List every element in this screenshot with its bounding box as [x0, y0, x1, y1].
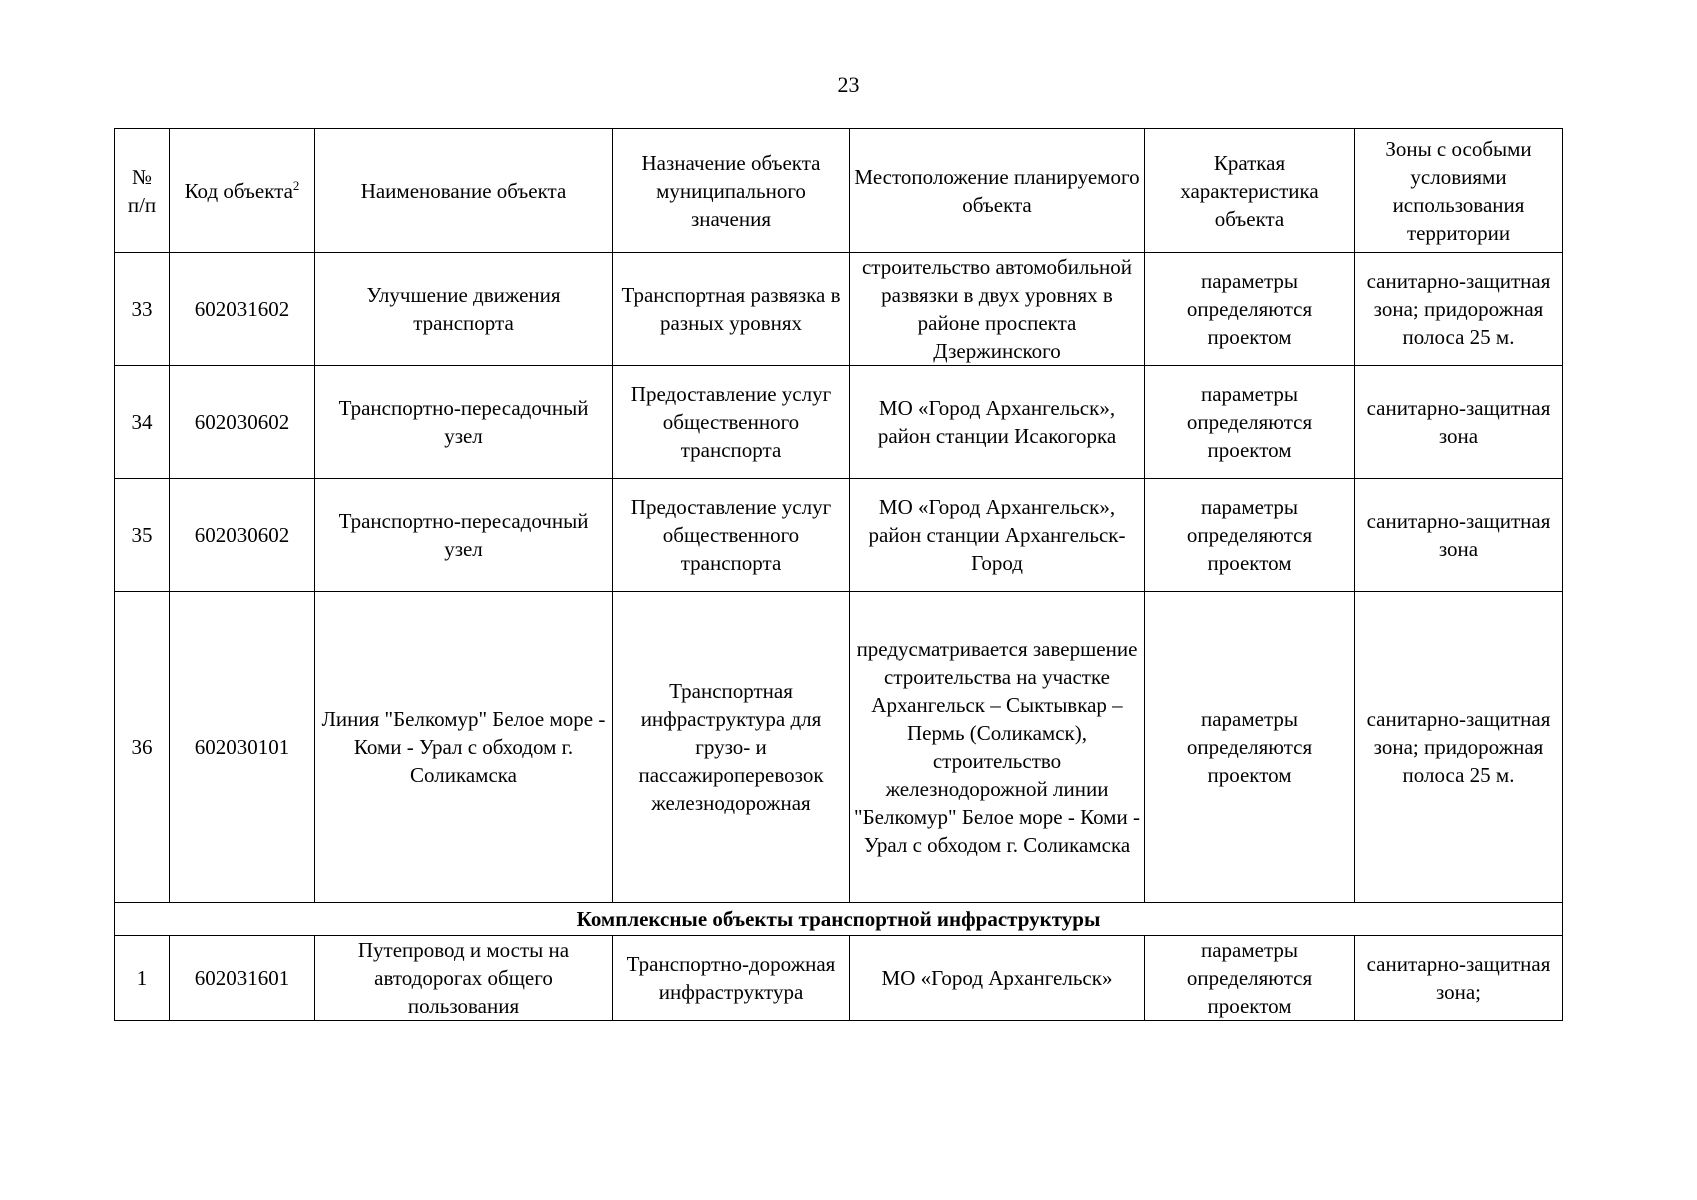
cell-name: Транспортно-пересадочный узел	[315, 479, 613, 592]
cell-name: Путепровод и мосты на автодорогах общего пользования	[315, 936, 613, 1021]
cell-zones: санитарно-защитная зона	[1355, 366, 1563, 479]
header-num: № п/п	[115, 129, 170, 253]
objects-table	[114, 128, 1563, 1021]
header-purpose: Назначение объекта муниципального значения	[613, 129, 850, 253]
cell-purpose: Транспортно-дорожная инфраструктура	[613, 936, 850, 1021]
cell-code: 602031601	[170, 936, 315, 1021]
section-title: Комплексные объекты транспортной инфраструктуры	[115, 903, 1563, 936]
cell-characteristic: параметры определяются проектом	[1145, 592, 1355, 903]
cell-num: 36	[115, 592, 170, 903]
cell-name: Транспортно-пересадочный узел	[315, 366, 613, 479]
header-code: Код объекта$^2$	[170, 129, 315, 253]
header-row	[115, 129, 1563, 253]
page-number: 23	[837, 72, 860, 97]
cell-characteristic: параметры определяются проектом	[1145, 366, 1355, 479]
cell-num: 34	[115, 366, 170, 479]
cell-location: МО «Город Архангельск»	[850, 936, 1145, 1021]
table-header	[115, 129, 1563, 253]
cell-characteristic: параметры определяются проектом	[1145, 253, 1355, 366]
cell-code: 602031602	[170, 253, 315, 366]
cell-code: 602030602	[170, 366, 315, 479]
section-heading-row	[115, 903, 1563, 936]
cell-zones: санитарно-защитная зона; придорожная полоса 25 м.	[1355, 592, 1563, 903]
header-characteristic: Краткая характеристика объекта	[1145, 129, 1355, 253]
cell-num: 33	[115, 253, 170, 366]
cell-zones: санитарно-защитная зона	[1355, 479, 1563, 592]
footnote-mark: 2	[292, 177, 300, 193]
table-row	[115, 936, 1563, 1021]
cell-zones: санитарно-защитная зона;	[1355, 936, 1563, 1021]
cell-purpose: Транспортная развязка в разных уровнях	[613, 253, 850, 366]
cell-num: 1	[115, 936, 170, 1021]
header-name: Наименование объекта	[315, 129, 613, 253]
table-body	[115, 253, 1563, 1021]
cell-characteristic: параметры определяются проектом	[1145, 479, 1355, 592]
table-row	[115, 366, 1563, 479]
cell-code: 602030602	[170, 479, 315, 592]
table-row	[115, 479, 1563, 592]
cell-num: 35	[115, 479, 170, 592]
cell-name: Линия "Белкомур" Белое море - Коми - Урал с обходом г. Соликамска	[315, 592, 613, 903]
table-row	[115, 592, 1563, 903]
table-row	[115, 253, 1563, 366]
cell-location: строительство автомобильной развязки в двух уровнях в районе проспекта Дзержинского	[850, 253, 1145, 366]
header-zones: Зоны с особыми условиями использования территории	[1355, 129, 1563, 253]
cell-zones: санитарно-защитная зона; придорожная полоса 25 м.	[1355, 253, 1563, 366]
cell-name: Улучшение движения транспорта	[315, 253, 613, 366]
cell-purpose: Транспортная инфраструктура для грузо- и пассажироперевозок железнодорожная	[613, 592, 850, 903]
cell-characteristic: параметры определяются проектом	[1145, 936, 1355, 1021]
cell-purpose: Предоставление услуг общественного транспорта	[613, 479, 850, 592]
cell-purpose: Предоставление услуг общественного транспорта	[613, 366, 850, 479]
cell-location: предусматривается завершение строительства на участке Архангельск – Сыктывкар – Пермь (Соликамск), строительство железнодорожной линии "Белкомур" Белое море - Коми - Урал с обходом г. Соликамска	[850, 592, 1145, 903]
cell-location: МО «Город Архангельск», район станции Исакогорка	[850, 366, 1145, 479]
cell-location: МО «Город Архангельск», район станции Архангельск-Город	[850, 479, 1145, 592]
header-location: Местоположение планируемого объекта	[850, 129, 1145, 253]
cell-code: 602030101	[170, 592, 315, 903]
